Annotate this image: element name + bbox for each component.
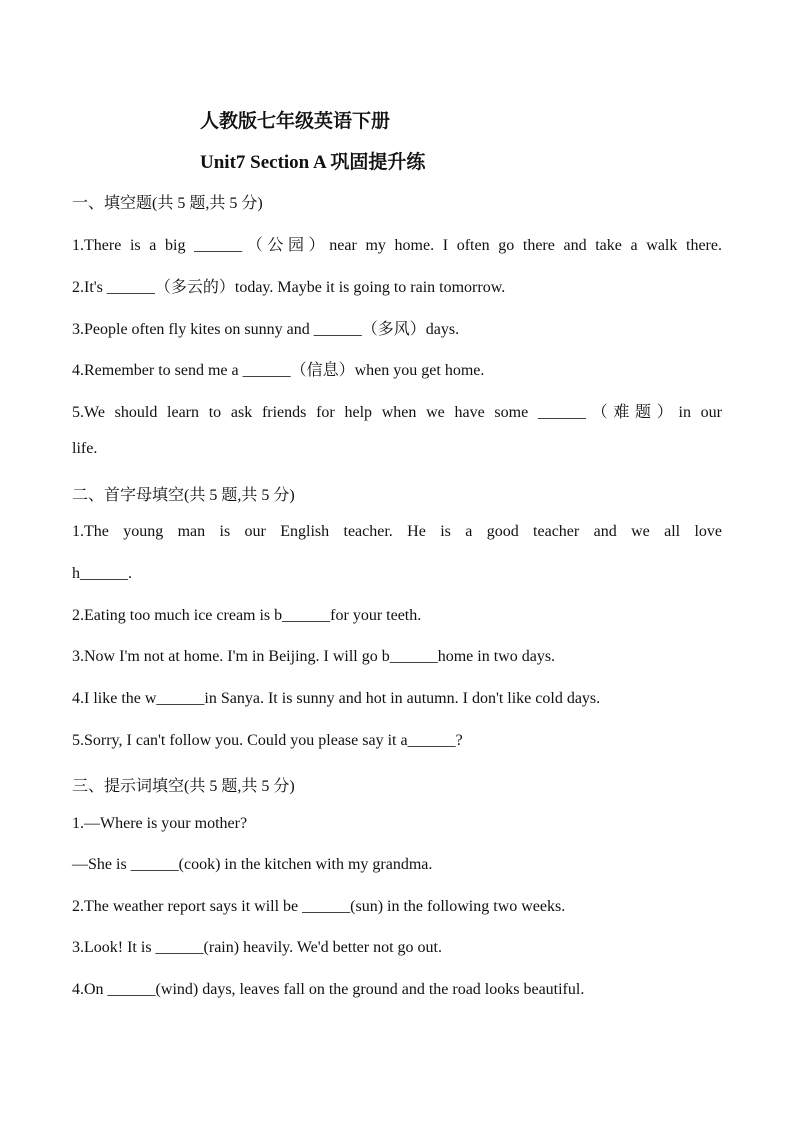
question-line: 3.Look! It is ______(rain) heavily. We'd better not go out. [72,939,442,956]
question-line: 2.Eating too much ice cream is b______for your teeth. [72,607,422,624]
question-line: 5.Sorry, I can't follow you. Could you please say it a______? [72,732,463,749]
question-line: 5.We should learn to ask friends for help when we have some ______（难题）in our [72,404,722,421]
question-line: 4.I like the w______in Sanya. It is sunny and hot in autumn. I don't like cold days. [72,690,601,707]
worksheet-title: 人教版七年级英语下册 [200,111,391,132]
section-heading-hint-words: 三、提示词填空(共 5 题,共 5 分) [72,778,295,795]
question-line: 1.The young man is our English teacher. He is a good teacher and we all love [72,523,722,540]
question-line: 4.Remember to send me a ______（信息）when you get home. [72,362,485,379]
question-line: 4.On ______(wind) days, leaves fall on the ground and the road looks beautiful. [72,981,585,998]
question-line: 2.It's ______（多云的）today. Maybe it is going to rain tomorrow. [72,279,506,296]
question-line-continued: h______. [72,565,132,582]
question-line: 3.Now I'm not at home. I'm in Beijing. I will go b______home in two days. [72,648,556,665]
worksheet-subtitle: Unit7 Section A 巩固提升练 [200,152,426,173]
question-line-continued: —She is ______(cook) in the kitchen with my grandma. [72,856,433,873]
section-heading-fill-blank: 一、填空题(共 5 题,共 5 分) [72,195,263,212]
question-line: 3.People often fly kites on sunny and ______（多风）days. [72,321,460,338]
question-line: 1.—Where is your mother? [72,815,248,832]
question-line: 2.The weather report says it will be ______(sun) in the following two weeks. [72,898,566,915]
section-heading-initial-letter: 二、首字母填空(共 5 题,共 5 分) [72,487,295,504]
question-line-continued: life. [72,440,98,457]
question-line: 1.There is a big ______（公园）near my home. I often go there and take a walk there. [72,237,722,254]
